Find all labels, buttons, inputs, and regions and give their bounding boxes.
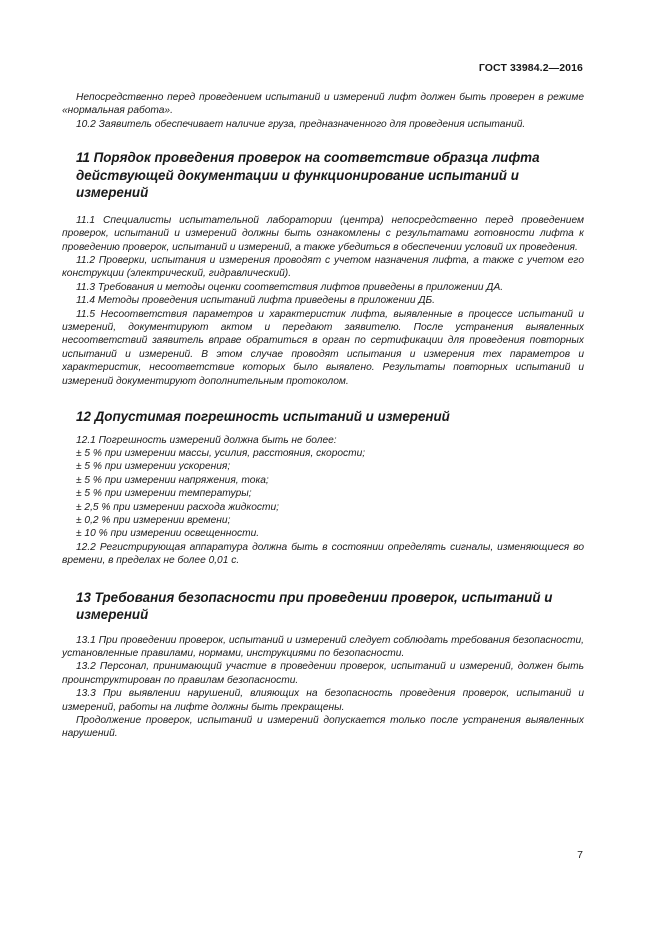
section-11-paragraph: 11.5 Несоответствия параметров и характеристик лифта, выявленные в процессе испытаний и измерений, документируют актом и передают заявителю. После устранения выявленных несоответствий заявитель вправе обратиться в орган по сертификации для проведения повторных испытаний и измерений. В этом случае проводят испытания и измерения тех параметров и характеристик, несоответствие которых было выявлено. Результаты повторных испытаний и измерений документируют дополнительным протоколом. [62,308,584,387]
tolerance-list-item: ± 10 % при измерении освещенности. [76,528,260,540]
intro-paragraph: 10.2 Заявитель обеспечивает наличие груза, предназначенного для проведения испытаний. [76,118,526,130]
tolerance-list-item: ± 0,2 % при измерении времени; [76,514,231,526]
section-12-heading: 12 Допустимая погрешность испытаний и измерений [76,409,450,424]
page-number: 7 [577,849,583,861]
tolerance-list-item: ± 2,5 % при измерении расхода жидкости; [76,501,279,513]
section-11-paragraph: 11.4 Методы проведения испытаний лифта приведены в приложении ДБ. [76,295,435,307]
tolerance-list-item: ± 5 % при измерении напряжения, тока; [76,474,269,486]
section-11-paragraph: 11.2 Проверки, испытания и измерения проводят с учетом назначения лифта, а также с учетом его конструкции (электрический, гидравлический). [62,254,584,280]
intro-paragraph: Непосредственно перед проведением испытаний и измерений лифт должен быть проверен в режиме «нормальная работа». [62,92,584,117]
section-11-heading: 11 Порядок проведения проверок на соответствие образца лифта действующей документации и функционирование испытаний и измерений [76,150,540,201]
section-12-paragraph: 12.1 Погрешность измерений должна быть не более: [76,434,337,446]
section-13-paragraph: 13.1 При проведении проверок, испытаний и измерений следует соблюдать требования безопасности, установленные правилами, нормами, инструкциями по безопасности. [62,634,584,659]
section-13-paragraph: Продолжение проверок, испытаний и измерений допускается только после устранения выявленных нарушений. [62,715,584,740]
section-11-paragraph: 11.1 Специалисты испытательной лаборатории (центра) непосредственно перед проведением проверок, испытаний и измерений должны быть ознакомлены с результатами готовности лифта к проведению проверок, испытаний и измерений, а также убедиться в обеспечении условий их проведения. [62,214,584,253]
tolerance-list-item: ± 5 % при измерении ускорения; [76,461,231,473]
section-12-paragraph: 12.2 Регистрирующая аппаратура должна быть в состоянии определять сигналы, изменяющиеся во времени, в пределах не более 0,01 с. [62,541,584,567]
section-13-paragraph: 13.3 При выявлении нарушений, влияющих на безопасность проведения проверок, испытаний и измерений, работы на лифте должны быть прекращены. [62,688,584,713]
section-13-paragraph: 13.2 Персонал, принимающий участие в проведении проверок, испытаний и измерений, должен быть проинструктирован по правилам безопасности. [62,661,584,686]
section-13-heading: 13 Требования безопасности при проведении проверок, испытаний и измерений [76,589,553,623]
page-content [62,91,584,741]
section-11-paragraph: 11.3 Требования и методы оценки соответствия лифтов приведены в приложении ДА. [76,281,504,293]
tolerance-list-item: ± 5 % при измерении температуры; [76,488,252,500]
tolerance-list-item: ± 5 % при измерении массы, усилия, расстояния, скорости; [76,447,366,459]
document-header: ГОСТ 33984.2—2016 [478,62,583,74]
